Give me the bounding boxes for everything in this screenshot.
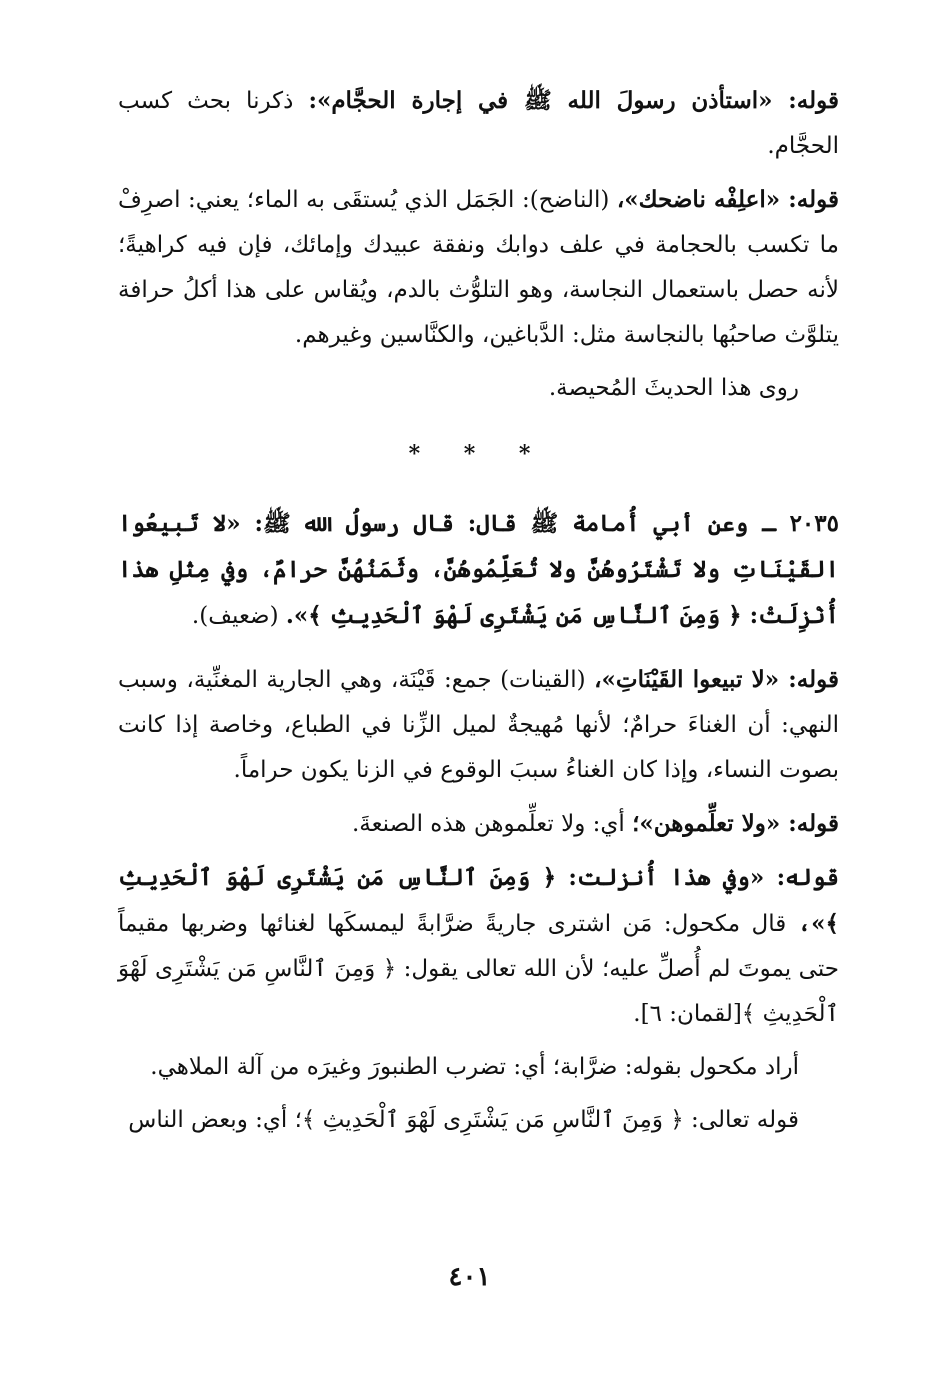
- paragraph-narrator: روى هذا الحديثَ المُحيصة.: [548, 375, 799, 401]
- commentary-text: قال مكحول: مَن اشترى جاريةً ضرَّابةً ليمسكَها لغنائها وضربها مقيماً حتى يموتَ لم أُصلِّ عليه؛ لأن الله تعالى يقول: ﴿ وَمِنَ ٱلنَّاسِ مَن يَشْتَرِى لَهْوَ ٱلْحَدِيثِ ﴾[لقمان: ٦].: [118, 911, 839, 1027]
- section-separator: * * *: [408, 441, 549, 467]
- quote-lead: قوله: «لا تبيعوا القَيْنَاتِ»،: [594, 666, 839, 693]
- commentary-text: (الناضح): الجَمَل الذي يُستقَى به الماء؛ يعني: اصرِفْ ما تكسب بالحجامة في علف دوابك ونفقة عبيدك وإمائك، فإن فيه كراهيةً؛ لأنه حصل باستعمال النجاسة، وهو التلوُّث بالدم، ويُقاس على هذا أكلُ حرافة يتلوَّث صاحبُها بالنجاسة مثل: الدَّباغين، والكنَّاسين وغيرهم.: [118, 187, 839, 348]
- commentary-text: (القينات) جمع: قَيْنَة، وهي الجارية المغنِّية، وسبب النهي: أن الغناءَ حرامٌ؛ لأنها مُهيجةٌ لميل الزِّنا في الطباع، وخاصة إذا كانت بصوت النساء، وإذا كان الغناءُ سببَ الوقوع في الزنا يكون حراماً.: [118, 667, 839, 783]
- paragraph-darraba: أراد مكحول بقوله: ضرَّابة؛ أي: تضرب الطنبورَ وغيرَه من آلة الملاهي.: [150, 1054, 799, 1080]
- paragraph-nadih: [118, 177, 839, 358]
- commentary-text: ذكرنا بحث كسب الحجَّام.: [118, 88, 839, 159]
- paragraph-qaynat: [118, 657, 839, 793]
- paragraph-verse: قوله تعالى: ﴿ وَمِنَ ٱلنَّاسِ مَن يَشْتَرِى لَهْوَ ٱلْحَدِيثِ ﴾؛ أي: وبعض الناس: [128, 1107, 799, 1133]
- hadith-grade: (ضعيف).: [191, 603, 286, 629]
- commentary-text: أي: ولا تعلِّموهن هذه الصنعةَ.: [351, 811, 633, 837]
- page-number: ٤٠١: [448, 1262, 491, 1292]
- hadith-text: ٢٠٣٥ ـ وعن أبي أُمامة ﷺ قال: قال رسولُ الله ﷺ: «لا تَبيعُوا القَيْنَاتِ ولا تَشْتَرُوهُنَّ ولا تُعَلِّمُوهُنَّ، وثَمَنُهُنَّ حرامٌ، وفي مِثلِ هذا أُنْزِلَتْ: ﴿ وَمِنَ ٱلنَّاسِ مَن يَشْتَرِى لَهْوَ ٱلْحَدِيثِ ﴾».: [118, 510, 839, 629]
- hadith-2035: [118, 501, 839, 639]
- paragraph-hijama: [118, 78, 839, 169]
- quote-lead: قوله: «استأذن رسولَ الله ﷺ في إجارة الحجَّام»:: [308, 87, 840, 114]
- quote-lead: قوله: «وفي هذا أُنزلت: ﴿ وَمِنَ ٱلنَّاسِ مَن يَشْتَرِى لَهْوَ ٱلْحَدِيثِ ﴾»،: [118, 864, 839, 937]
- paragraph-makhul: [118, 855, 839, 1037]
- quote-lead: قوله: «اعلِفْه ناضحك»،: [616, 186, 840, 213]
- paragraph-teaching: [118, 801, 839, 847]
- quote-lead: قوله: «ولا تعلِّموهن»؛: [632, 810, 839, 837]
